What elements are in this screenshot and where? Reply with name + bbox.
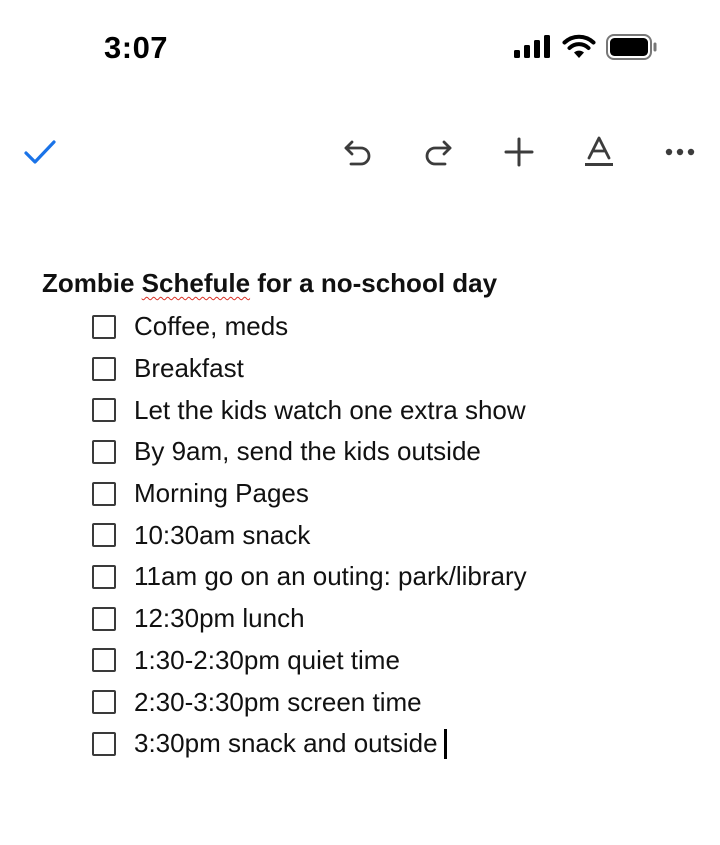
checkbox[interactable] [92, 648, 116, 672]
misspelled-word[interactable]: Schefule [141, 268, 251, 298]
redo-button[interactable] [416, 130, 460, 174]
more-options-button[interactable] [658, 130, 702, 174]
insert-plus-icon [504, 137, 534, 167]
checklist-item [92, 514, 682, 556]
text-format-button[interactable] [577, 130, 621, 174]
checklist-item [92, 389, 682, 431]
checklist-item [92, 598, 682, 640]
document-heading [42, 266, 682, 300]
checklist-item-text[interactable]: Coffee, meds [134, 311, 289, 342]
checkbox[interactable] [92, 398, 116, 422]
status-bar [0, 0, 720, 100]
document-body[interactable] [42, 266, 682, 765]
checklist-item-text[interactable]: 1:30-2:30pm quiet time [134, 644, 400, 675]
cellular-signal-icon [514, 35, 552, 59]
redo-icon [423, 138, 453, 166]
checkbox[interactable] [92, 482, 116, 506]
checklist-item [92, 306, 682, 348]
done-check-icon [23, 138, 57, 166]
checklist-item-text[interactable]: 10:30am snack [134, 519, 311, 550]
checklist-item [92, 681, 682, 723]
undo-button[interactable] [336, 130, 380, 174]
checklist-item-text[interactable]: 3:30pm snack and outside [134, 728, 438, 759]
status-icons [514, 34, 658, 60]
checklist-item-text[interactable]: 12:30pm lunch [134, 603, 305, 634]
checklist-item [92, 473, 682, 515]
checklist-item [92, 348, 682, 390]
text-cursor [444, 729, 447, 759]
checklist-item-text[interactable]: Breakfast [134, 353, 244, 384]
checklist-item-text[interactable]: Let the kids watch one extra show [134, 394, 526, 425]
checkbox[interactable] [92, 315, 116, 339]
checklist-item-text[interactable]: By 9am, send the kids outside [134, 436, 481, 467]
insert-button[interactable] [497, 130, 541, 174]
checklist-item [92, 556, 682, 598]
checkbox[interactable] [92, 565, 116, 589]
status-time: 3:07 [104, 30, 169, 65]
undo-icon [343, 138, 373, 166]
checkbox[interactable] [92, 440, 116, 464]
checkbox[interactable] [92, 357, 116, 381]
checkbox[interactable] [92, 523, 116, 547]
checklist-item-text[interactable]: 2:30-3:30pm screen time [134, 686, 422, 717]
checkbox[interactable] [92, 607, 116, 631]
done-button[interactable] [18, 130, 62, 174]
checklist-item [92, 640, 682, 682]
battery-icon [606, 34, 658, 60]
text-format-icon [584, 136, 614, 168]
checklist [42, 306, 682, 765]
wifi-icon [562, 34, 596, 60]
checklist-item [92, 723, 682, 765]
checklist-item [92, 431, 682, 473]
more-icon [665, 147, 695, 157]
checkbox[interactable] [92, 690, 116, 714]
heading-text-start: Zombie [42, 268, 142, 298]
heading-text-end: for a no-school day [250, 268, 498, 298]
checklist-item-text[interactable]: 11am go on an outing: park/library [134, 561, 527, 592]
checklist-item-text[interactable]: Morning Pages [134, 478, 309, 509]
editor-toolbar [0, 120, 720, 180]
checkbox[interactable] [92, 732, 116, 756]
